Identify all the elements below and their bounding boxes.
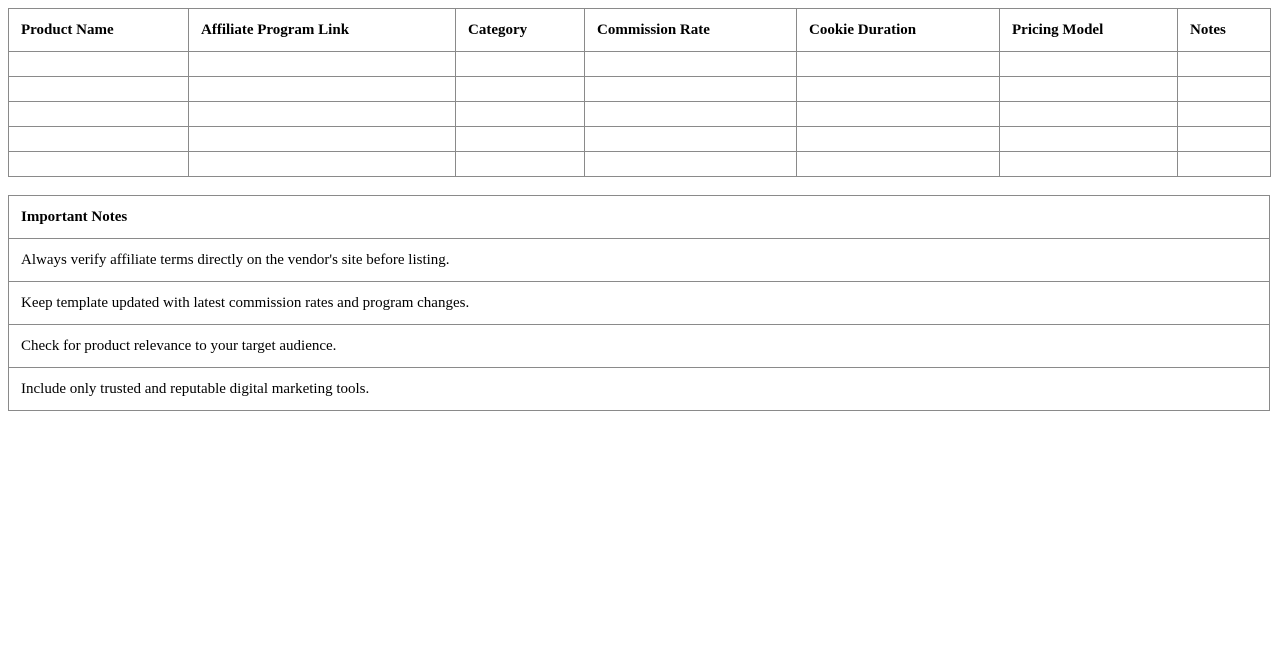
table-cell[interactable]	[9, 102, 189, 127]
table-cell[interactable]	[585, 127, 797, 152]
note-row	[9, 282, 1270, 325]
table-cell[interactable]	[9, 152, 189, 177]
table-cell[interactable]	[1178, 127, 1271, 152]
table-cell[interactable]	[1000, 52, 1178, 77]
table-cell[interactable]	[585, 52, 797, 77]
table-cell[interactable]	[189, 152, 456, 177]
table-cell[interactable]	[797, 127, 1000, 152]
note-item: Keep template updated with latest commission rates and program changes.	[9, 282, 1270, 325]
table-cell[interactable]	[189, 77, 456, 102]
header-category: Category	[456, 9, 585, 52]
table-row	[9, 77, 1271, 102]
table-row	[9, 127, 1271, 152]
note-item: Always verify affiliate terms directly on the vendor's site before listing.	[9, 239, 1270, 282]
table-cell[interactable]	[9, 52, 189, 77]
table-header-row	[9, 9, 1271, 52]
header-pricing-model: Pricing Model	[1000, 9, 1178, 52]
table-cell[interactable]	[585, 77, 797, 102]
table-cell[interactable]	[797, 77, 1000, 102]
affiliate-products-table	[8, 8, 1271, 177]
table-row	[9, 102, 1271, 127]
table-cell[interactable]	[1178, 77, 1271, 102]
table-cell[interactable]	[1178, 152, 1271, 177]
note-row	[9, 239, 1270, 282]
notes-header-row	[9, 196, 1270, 239]
table-cell[interactable]	[1178, 102, 1271, 127]
table-cell[interactable]	[9, 77, 189, 102]
table-cell[interactable]	[189, 127, 456, 152]
table-cell[interactable]	[1000, 102, 1178, 127]
table-cell[interactable]	[9, 127, 189, 152]
note-item: Check for product relevance to your target audience.	[9, 325, 1270, 368]
table-cell[interactable]	[797, 152, 1000, 177]
note-row	[9, 325, 1270, 368]
table-cell[interactable]	[456, 152, 585, 177]
table-cell[interactable]	[585, 102, 797, 127]
header-product-name: Product Name	[9, 9, 189, 52]
table-cell[interactable]	[797, 102, 1000, 127]
table-row	[9, 152, 1271, 177]
table-cell[interactable]	[456, 102, 585, 127]
header-affiliate-program-link: Affiliate Program Link	[189, 9, 456, 52]
table-cell[interactable]	[456, 77, 585, 102]
table-cell[interactable]	[585, 152, 797, 177]
important-notes-table	[8, 195, 1270, 411]
note-row	[9, 368, 1270, 411]
table-cell[interactable]	[1000, 77, 1178, 102]
header-commission-rate: Commission Rate	[585, 9, 797, 52]
table-cell[interactable]	[797, 52, 1000, 77]
table-cell[interactable]	[1000, 127, 1178, 152]
header-notes: Notes	[1178, 9, 1271, 52]
table-cell[interactable]	[1178, 52, 1271, 77]
header-cookie-duration: Cookie Duration	[797, 9, 1000, 52]
table-cell[interactable]	[456, 127, 585, 152]
table-row	[9, 52, 1271, 77]
note-item: Include only trusted and reputable digital marketing tools.	[9, 368, 1270, 411]
table-cell[interactable]	[456, 52, 585, 77]
table-cell[interactable]	[189, 52, 456, 77]
table-cell[interactable]	[1000, 152, 1178, 177]
important-notes-heading: Important Notes	[9, 196, 1270, 239]
table-cell[interactable]	[189, 102, 456, 127]
